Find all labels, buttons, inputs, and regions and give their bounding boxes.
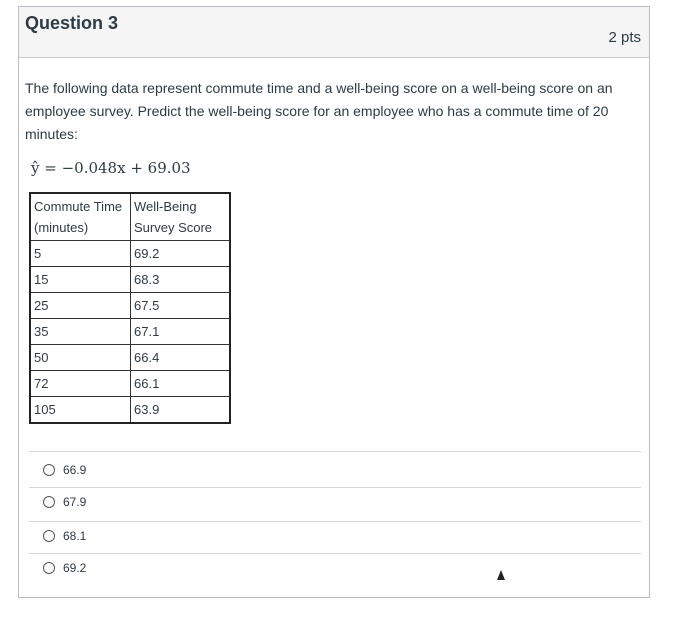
column-header-score: Well-Being Survey Score [131,193,231,241]
answer-label: 67.9 [63,495,87,509]
table-row [30,397,230,424]
question-card [18,6,650,598]
radio-button[interactable] [43,464,55,476]
answer-option-4[interactable] [43,561,86,575]
points-label: 2 pts [608,29,641,46]
answer-label: 68.1 [63,529,87,543]
regression-equation: ŷ = −0.048x + 69.03 [31,159,191,177]
table-row [30,319,230,345]
commute-cell: 25 [30,293,131,319]
commute-cell: 105 [30,397,131,424]
answer-option-2[interactable] [43,495,86,509]
table-row [30,293,230,319]
radio-button[interactable] [43,562,55,574]
answer-option-1[interactable] [43,463,86,477]
score-cell: 67.1 [131,319,231,345]
answer-label: 66.9 [63,463,87,477]
answer-divider [29,521,641,522]
table-row [30,345,230,371]
mouse-cursor-icon [497,570,505,580]
answer-divider [29,451,641,452]
table-row [30,267,230,293]
answer-label: 69.2 [63,561,87,575]
score-cell: 68.3 [131,267,231,293]
score-cell: 63.9 [131,397,231,424]
answer-divider [29,487,641,488]
table-header-row [30,193,230,241]
data-table [29,192,231,424]
radio-button[interactable] [43,496,55,508]
question-header [19,7,649,58]
table-row [30,241,230,267]
commute-cell: 50 [30,345,131,371]
table-row [30,371,230,397]
answer-divider [29,553,641,554]
question-title: Question 3 [25,13,119,33]
column-header-commute: Commute Time (minutes) [30,193,131,241]
answer-option-3[interactable] [43,529,86,543]
question-prompt: The following data represent commute time and a well-being score on a well-being score on an employee survey. Predict the well-being score for an employee who has a commute time of 20 minutes: [25,80,613,142]
score-cell: 67.5 [131,293,231,319]
commute-cell: 15 [30,267,131,293]
score-cell: 69.2 [131,241,231,267]
commute-cell: 72 [30,371,131,397]
commute-cell: 5 [30,241,131,267]
radio-button[interactable] [43,530,55,542]
score-cell: 66.4 [131,345,231,371]
commute-cell: 35 [30,319,131,345]
score-cell: 66.1 [131,371,231,397]
